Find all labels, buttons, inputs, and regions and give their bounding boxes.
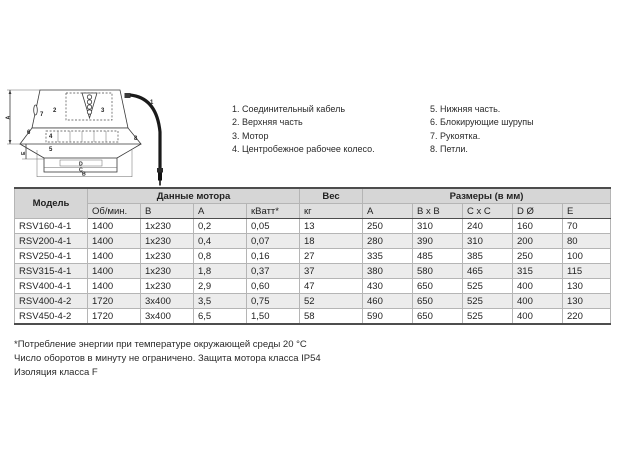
value-cell: 400 [513,309,563,325]
group-header-motor-data: Данные мотора [88,188,300,204]
value-cell: 130 [563,294,611,309]
value-cell: 0,05 [247,219,300,234]
value-cell: 1400 [88,234,141,249]
value-cell: 13 [300,219,363,234]
legend-item: 7. Рукоятка. [430,130,481,141]
svg-text:B: B [82,171,86,178]
svg-text:5: 5 [49,147,53,153]
value-cell: 80 [563,234,611,249]
value-cell: 485 [413,249,463,264]
model-cell: RSV250-4-1 [15,249,88,264]
value-cell: 380 [363,264,413,279]
value-cell: 70 [563,219,611,234]
value-cell: 52 [300,294,363,309]
spec-table [14,187,611,325]
value-cell: 1x230 [141,279,194,294]
value-cell: 0,2 [194,219,247,234]
handle [34,105,38,115]
value-cell: 400 [513,294,563,309]
footnote-line: *Потребление энергии при температуре окружающей среды 20 °C [14,339,307,350]
value-cell: 115 [563,264,611,279]
col-header-kg: кг [300,204,363,219]
value-cell: 3x400 [141,294,194,309]
value-cell: 0,8 [194,249,247,264]
value-cell: 1720 [88,309,141,325]
group-header-weight: Вес [300,188,363,204]
value-cell: 0,4 [194,234,247,249]
model-cell: RSV160-4-1 [15,219,88,234]
svg-text:A: A [5,115,12,120]
svg-text:1: 1 [150,100,154,106]
svg-text:4: 4 [49,134,53,140]
svg-text:7: 7 [40,112,44,118]
value-cell: 0,37 [247,264,300,279]
upper-housing [32,90,128,128]
table-row [15,309,611,325]
value-cell: 310 [413,219,463,234]
value-cell: 0,60 [247,279,300,294]
value-cell: 160 [513,219,563,234]
value-cell: 0,16 [247,249,300,264]
value-cell: 525 [463,309,513,325]
model-cell: RSV450-4-2 [15,309,88,325]
value-cell: 335 [363,249,413,264]
table-row [15,249,611,264]
col-header-kwatt: кВатт* [247,204,300,219]
value-cell: 1400 [88,279,141,294]
value-cell: 390 [413,234,463,249]
footnotes [14,338,321,379]
col-header-dim-a: A [363,204,413,219]
value-cell: 430 [363,279,413,294]
value-cell: 1720 [88,294,141,309]
svg-text:8: 8 [134,136,138,142]
col-header-dim-d: D Ø [513,204,563,219]
spec-table-body [15,219,611,325]
value-cell: 250 [513,249,563,264]
value-cell: 310 [463,234,513,249]
value-cell: 525 [463,294,513,309]
svg-text:C: C [79,167,83,174]
value-cell: 1x230 [141,264,194,279]
legend-item: 1. Соединительный кабель [232,104,346,114]
value-cell: 1x230 [141,219,194,234]
value-cell: 6,5 [194,309,247,325]
legend-item: 4. Центробежное рабочее колесо. [232,144,375,155]
svg-text:6: 6 [27,130,31,136]
value-cell: 27 [300,249,363,264]
value-cell: 1400 [88,249,141,264]
value-cell: 590 [363,309,413,325]
table-row [15,234,611,249]
model-cell: RSV315-4-1 [15,264,88,279]
value-cell: 0,75 [247,294,300,309]
value-cell: 37 [300,264,363,279]
svg-text:2: 2 [53,108,57,114]
value-cell: 47 [300,279,363,294]
value-cell: 1400 [88,219,141,234]
table-row [15,264,611,279]
table-row [15,294,611,309]
value-cell: 650 [413,279,463,294]
model-cell: RSV400-4-1 [15,279,88,294]
parts-legend-left [232,103,375,157]
value-cell: 18 [300,234,363,249]
value-cell: 1,8 [194,264,247,279]
value-cell: 580 [413,264,463,279]
svg-text:3: 3 [101,108,105,114]
model-cell: RSV200-4-1 [15,234,88,249]
value-cell: 1,50 [247,309,300,325]
legend-item: 3. Мотор [232,130,269,141]
model-cell: RSV400-4-2 [15,294,88,309]
col-header-model: Модель [15,188,88,219]
legend-item: 5. Нижняя часть. [430,104,501,114]
table-row [15,279,611,294]
col-header-dim-e: E [563,204,611,219]
value-cell: 240 [463,219,513,234]
col-header-dim-bxb: B x B [413,204,463,219]
value-cell: 130 [563,279,611,294]
col-header-amps: А [194,204,247,219]
roof-plate [20,128,141,144]
svg-text:D: D [79,161,83,168]
base-dimensions [37,150,132,178]
footnote-line: Число оборотов в минуту не ограничено. Защита мотора класса IP54 [14,352,321,364]
value-cell: 0,07 [247,234,300,249]
value-cell: 650 [413,309,463,325]
col-header-dim-cxc: C x C [463,204,513,219]
value-cell: 220 [563,309,611,325]
value-cell: 3,5 [194,294,247,309]
value-cell: 280 [363,234,413,249]
legend-item: 2. Верхняя часть [232,117,303,128]
value-cell: 465 [463,264,513,279]
value-cell: 400 [513,279,563,294]
value-cell: 650 [413,294,463,309]
value-cell: 460 [363,294,413,309]
value-cell: 250 [363,219,413,234]
legend-item: 8. Петли. [430,144,468,155]
legend-item: 6. Блокирующие шурупы [430,117,534,128]
group-header-dimensions: Размеры (в мм) [363,188,611,204]
value-cell: 2,9 [194,279,247,294]
value-cell: 1x230 [141,249,194,264]
value-cell: 315 [513,264,563,279]
value-cell: 58 [300,309,363,325]
col-header-voltage: В [141,204,194,219]
footnote-line: Изоляция класса F [14,366,98,378]
parts-legend-right [430,103,534,157]
value-cell: 1x230 [141,234,194,249]
value-cell: 385 [463,249,513,264]
roof-fan-diagram [4,84,176,188]
table-row [15,219,611,234]
value-cell: 1400 [88,264,141,279]
value-cell: 525 [463,279,513,294]
svg-text:E: E [21,151,27,155]
value-cell: 3x400 [141,309,194,325]
value-cell: 100 [563,249,611,264]
value-cell: 200 [513,234,563,249]
col-header-rpm: Об/мин. [88,204,141,219]
